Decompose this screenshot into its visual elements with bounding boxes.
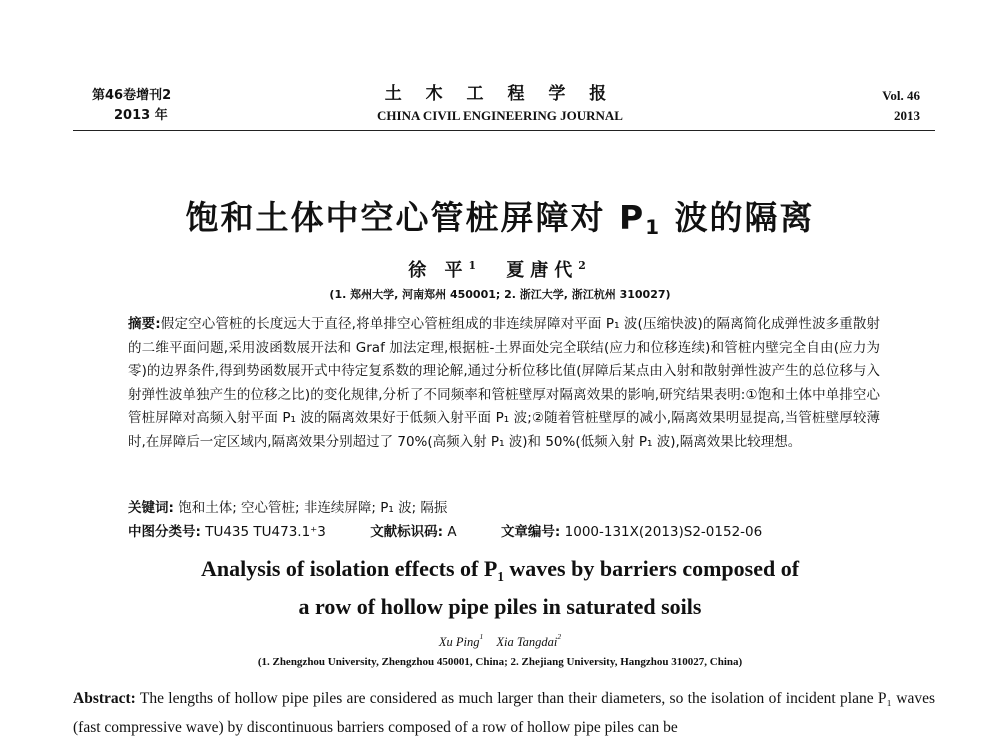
year-en: 2013 [894,108,920,123]
abstract-en-label: Abstract: [73,690,136,707]
journal-name [0,84,1000,126]
classification-cn [128,520,762,540]
doc-code-label: 文献标识码: [370,524,444,540]
article-no-value: 1000-131X(2013)S2-0152-06 [564,524,763,540]
keywords-cn-text: 饱和土体; 空心管桩; 非连续屏障; P₁ 波; 隔振 [178,500,448,516]
authors-cn [0,256,1000,282]
authors-en [0,632,1000,650]
title-cn-tail: 波的隔离 [660,198,815,237]
paper-title-en-line1 [0,556,1000,585]
clc-label: 中图分类号: [128,524,201,540]
abstract-en-text: The lengths of hollow pipe piles are considered as much larger than their diameters, so the isolation of incident plane P₁ waves (fast compressive wave) by discontinuous barriers composed of a row of hollow pipe piles can be [73,690,935,736]
author-cn-1-sup: 1 [468,259,482,272]
author-cn-1: 徐 平 [408,260,469,281]
abstract-cn [128,313,880,454]
doc-code-value: A [447,524,457,540]
vol-label: Vol. 46 [882,88,920,103]
keywords-cn [128,496,447,516]
title-en-main: Analysis of isolation effects of P [200,556,498,581]
abstract-en [73,684,935,742]
abstract-cn-text: 假定空心管桩的长度远大于直径,将单排空心管桩组成的非连续屏障对平面 P₁ 波(压缩快波)的隔离简化成弹性波多重散射的二维平面问题,采用波函数展开法和 Graf 加法定理,根据桩-土界面处完全联结(应力和位移连续)和管桩内壁完全自由(应力为零)的边界条件,得到势函数展开式中待定复系数的理论解,通过分析位移比值(屏障后某点由入射和散射弹性波产生的总位移与入射弹性波单独产生的位移之比)的变化规律,分析了不同频率和管桩壁厚对隔离效果的影响,研究结果表明:①饱和土体中单排空心管桩屏障对高频入射平面 P₁ 波的隔离效果好于低频入射平面 P₁ 波;②随着管桩壁厚的减小,隔离效果明显提高,当管桩壁厚较薄时,在屏障后一定区域内,隔离效果分别超过了 70%(高频入射 P₁ 波)和 50%(低频入射 P₁ 波),隔离效果比较理想。 [128,316,880,450]
author-cn-2: 夏唐代 [506,260,579,281]
journal-name-en: CHINA CIVIL ENGINEERING JOURNAL [377,108,623,123]
journal-name-cn: 土 木 工 程 学 报 [384,84,616,104]
author-en-2-sup: 2 [557,632,562,641]
paper-title-cn [0,192,1000,239]
title-en-subscript: 1 [497,569,504,584]
title-en-tail: waves by barriers composed of [503,556,800,581]
affiliation-cn: (1. 郑州大学, 河南郑州 450001; 2. 浙江大学, 浙江杭州 310027) [329,288,671,301]
title-cn-subscript: 1 [645,216,661,239]
article-no-label: 文章编号: [500,524,561,540]
abstract-cn-label: 摘要: [128,316,161,332]
clc-value: TU435 TU473.1⁺3 [205,524,326,540]
volume-issue: 第46卷增刊2 [92,88,172,103]
author-en-1: Xu Ping [438,635,480,649]
author-en-2: Xia Tangdai [496,635,558,649]
header-rule [73,130,935,131]
paper-title-en-line2: a row of hollow pipe piles in saturated soils [298,594,702,619]
title-cn-main: 饱和土体中空心管桩屏障对 P [185,198,646,237]
keywords-cn-label: 关键词: [128,500,174,516]
affiliation-en: (1. Zhengzhou University, Zhengzhou 450001, China; 2. Zhejiang University, Hangzhou 310027, China) [257,656,743,668]
author-cn-2-sup: 2 [578,259,592,272]
journal-vol-en [882,86,920,126]
year-cn: 2013 年 [114,108,168,123]
author-en-1-sup: 1 [479,632,484,641]
